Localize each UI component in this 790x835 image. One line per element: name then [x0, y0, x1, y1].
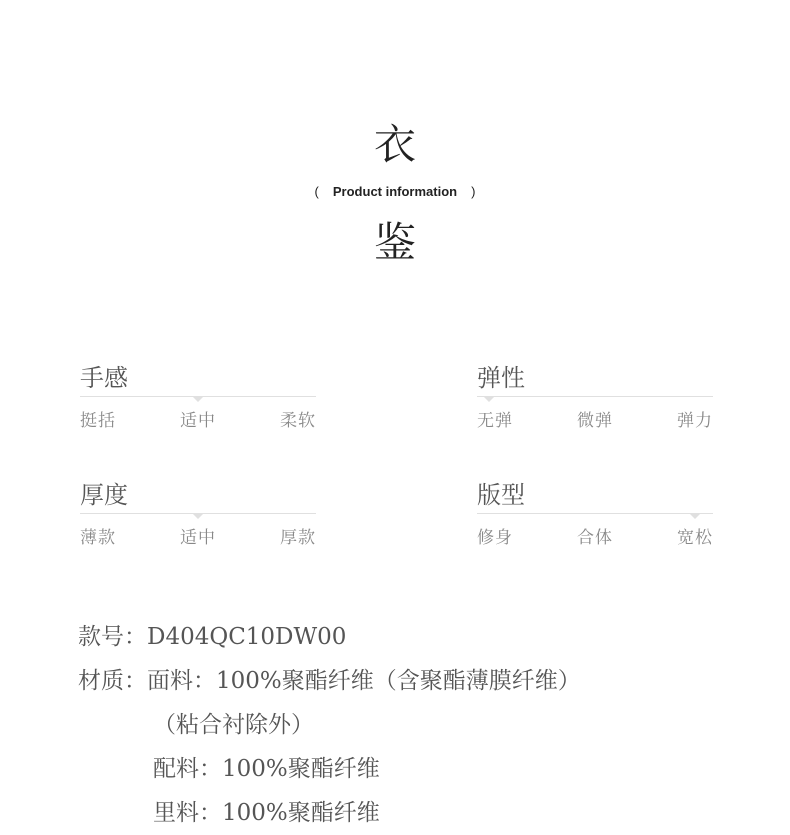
spec-material: 材质：面料：100%聚酯纤维（含聚酯薄膜纤维）	[78, 668, 581, 694]
subtitle-open-paren: (	[314, 184, 319, 199]
attribute-option: 微弹	[577, 411, 613, 431]
attribute-elasticity	[477, 362, 713, 431]
attribute-fit	[477, 479, 713, 548]
subtitle-text: Product information	[332, 184, 458, 199]
attribute-option: 无弹	[477, 411, 513, 431]
selection-marker-icon	[483, 396, 495, 402]
attribute-option: 适中	[180, 411, 216, 431]
spec-material-note: （粘合衬除外）	[153, 712, 314, 738]
attribute-label: 版型	[477, 481, 525, 509]
attribute-option: 宽松	[677, 528, 713, 548]
attribute-scale-line	[80, 513, 316, 514]
attribute-option: 合体	[577, 528, 613, 548]
subtitle-close-paren: )	[471, 184, 476, 199]
subtitle	[0, 184, 790, 199]
attribute-option: 挺括	[80, 411, 116, 431]
title-char-bottom: 鉴	[373, 218, 416, 267]
attribute-scale-line	[477, 396, 713, 397]
attribute-option: 弹力	[677, 411, 713, 431]
spec-lining: 里料：100%聚酯纤维	[153, 800, 380, 826]
attribute-thickness	[80, 479, 316, 548]
attribute-label: 手感	[80, 364, 128, 392]
attribute-hand-feel	[80, 362, 316, 431]
selection-marker-icon	[689, 513, 701, 519]
spec-model-number: 款号：D404QC10DW00	[78, 624, 347, 650]
attribute-label: 弹性	[477, 364, 525, 392]
selection-marker-icon	[192, 396, 204, 402]
title-char-top: 衣	[373, 120, 416, 169]
spec-accessory: 配料：100%聚酯纤维	[153, 756, 380, 782]
attribute-scale-line	[477, 513, 713, 514]
attribute-option: 薄款	[80, 528, 116, 548]
attribute-scale-line	[80, 396, 316, 397]
attribute-option: 厚款	[280, 528, 316, 548]
attribute-label: 厚度	[80, 481, 128, 509]
attribute-option: 修身	[477, 528, 513, 548]
selection-marker-icon	[192, 513, 204, 519]
attribute-option: 适中	[180, 528, 216, 548]
attribute-option: 柔软	[280, 411, 316, 431]
